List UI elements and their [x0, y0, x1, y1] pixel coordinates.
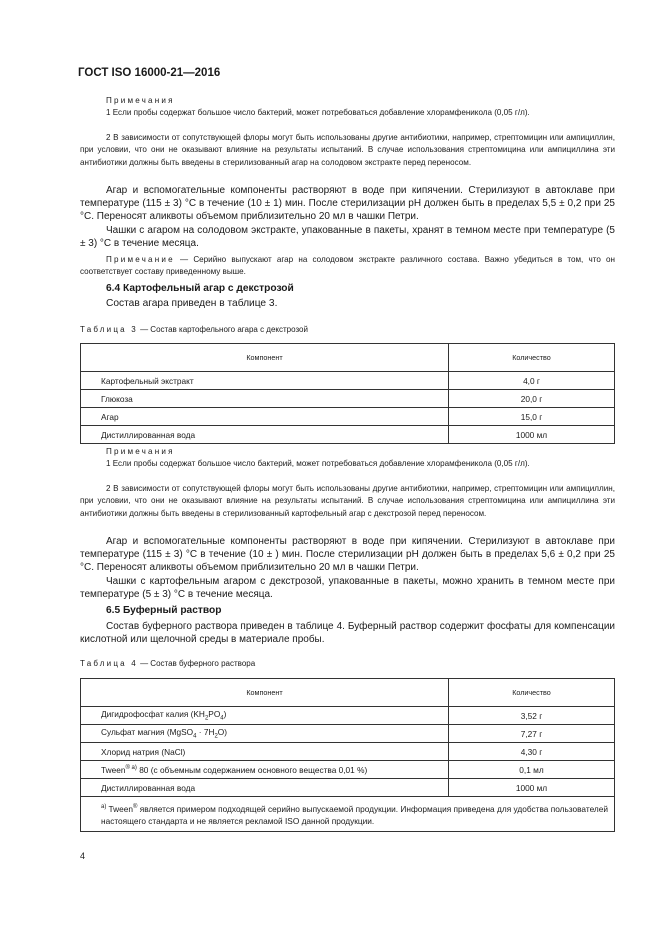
- table-row: [81, 408, 615, 426]
- note-item: 1 Если пробы содержат большое число бактерий, может потребоваться добавление хлорамфеникола (0,05 г/л).: [106, 108, 530, 117]
- table-row: [81, 707, 615, 725]
- cell-component: Картофельный экстракт: [81, 372, 449, 390]
- note: [80, 254, 615, 279]
- table-row: [81, 426, 615, 444]
- cell-quantity: 20,0 г: [449, 390, 615, 408]
- paragraph: Состав агара приведен в таблице 3.: [106, 298, 278, 309]
- table-row: [81, 761, 615, 779]
- document-header: ГОСТ ISO 16000-21—2016: [78, 67, 221, 79]
- cell-component: Сульфат магния (MgSO$_4$ · $7H_2O$): [81, 725, 449, 743]
- note-item: 2 В зависимости от сопутствующей флоры могут быть использованы другие антибиотики, например, стрептомицин или ампициллин, при условии, что они не оказывают влияние на результаты испытаний. В случае использования стрептомицина или ампициллина эти антибиотики должны быть введены в стерилизованный картофельный агар с декстрозой перед переносом.: [80, 484, 615, 518]
- table-4: [80, 678, 615, 832]
- cell-quantity: 7,27 г: [449, 725, 615, 743]
- paragraph: Агар и вспомогательные компоненты растворяют в воде при кипячении. Стерилизуют в автоклаве при температуре (115 ± 3) °С в течение (10 ± ) мин. После стерилизации pH должен быть в пределах 5,6 ± 0,2 при 25 °С. Переносят аликвоты объемом приблизительно 20 мл в чашки Петри.: [80, 536, 615, 574]
- cell-quantity: 3,52 г: [449, 707, 615, 725]
- cell-component: Хлорид натрия (NaCl): [81, 743, 449, 761]
- note-label: Примечание: [106, 255, 175, 264]
- paragraph: Чашки с картофельным агаром с декстрозой, упакованные в пакеты, можно хранить в темном месте при температуре (5 ± 3) °С в течение месяца.: [80, 576, 615, 601]
- column-header: Количество: [449, 344, 615, 372]
- paragraph: Чашки с агаром на солодовом экстракте, упакованные в пакеты, хранят в темном месте при температуре (5 ± 3) °С в течение месяца.: [80, 225, 615, 250]
- cell-component: Агар: [81, 408, 449, 426]
- table-row: [81, 372, 615, 390]
- note-heading: Примечания: [106, 447, 175, 456]
- cell-component: Дистиллированная вода: [81, 426, 449, 444]
- note-item: 2 В зависимости от сопутствующей флоры могут быть использованы другие антибиотики, например, стрептомицин или ампициллин, при условии, что они не оказывают влияние на результаты испытаний. В случае использования стрептомицина или ампициллина эти антибиотики должны быть введены в стерилизованный агар на солодовом экстракте перед переносом.: [80, 133, 615, 167]
- table-caption-text: — Состав картофельного агара с декстрозой: [137, 325, 308, 334]
- table-header-row: [81, 679, 615, 707]
- cell-component: Глюкоза: [81, 390, 449, 408]
- note-item: 1 Если пробы содержат большое число бактерий, может потребоваться добавление хлорамфеникола (0,05 г/л).: [106, 459, 530, 468]
- table-row: [81, 743, 615, 761]
- table-footnote-row: [81, 797, 615, 832]
- cell-quantity: 4,0 г: [449, 372, 615, 390]
- table-caption: [80, 659, 255, 668]
- note-heading: Примечания: [106, 96, 175, 105]
- cell-quantity: 15,0 г: [449, 408, 615, 426]
- cell-quantity: 1000 мл: [449, 426, 615, 444]
- table-caption-label: Таблица 3: [80, 325, 138, 334]
- cell-component: Дистиллированная вода: [81, 779, 449, 797]
- cell-quantity: 1000 мл: [449, 779, 615, 797]
- table-footnote: $^{a)}$ Tween® является примером подходящей серийно выпускаемой продукции. Информация приведена для удобства пользователей настоящего стандарта и не является рекламой ISO данной продукции.: [81, 797, 615, 832]
- column-header: Количество: [449, 679, 615, 707]
- table-row: [81, 779, 615, 797]
- cell-quantity: 0,1 мл: [449, 761, 615, 779]
- section-heading: 6.4 Картофельный агар с декстрозой: [106, 283, 294, 294]
- paragraph: Агар и вспомогательные компоненты растворяют в воде при кипячении. Стерилизуют в автоклаве при температуре (115 ± 3) °С в течение (10 ± 1) мин. После стерилизации pH должен быть в пределах 5,5 ± 0,2 при 25 °С. Переносят аликвоты объемом приблизительно 20 мл в чашки Петри.: [80, 185, 615, 223]
- page-number: 4: [80, 851, 86, 861]
- column-header: Компонент: [81, 344, 449, 372]
- table-header-row: [81, 344, 615, 372]
- cell-quantity: 4,30 г: [449, 743, 615, 761]
- cell-component: Дигидрофосфат калия $(KH_2PO_4)$: [81, 707, 449, 725]
- table-caption: [80, 325, 308, 334]
- paragraph: Состав буферного раствора приведен в таблице 4. Буферный раствор содержит фосфаты для компенсации кислотной или щелочной среды в материале пробы.: [80, 621, 615, 646]
- table-3: [80, 343, 615, 444]
- cell-component: Tween$^{® a)}$ 80 (с объемным содержанием основного вещества 0,01 %): [81, 761, 449, 779]
- table-row: [81, 725, 615, 743]
- table-caption-label: Таблица 4: [80, 659, 138, 668]
- table-row: [81, 390, 615, 408]
- section-heading: 6.5 Буферный раствор: [106, 605, 222, 616]
- table-caption-text: — Состав буферного раствора: [137, 659, 256, 668]
- note-text: — Серийно выпускают агар на солодовом экстракте различного состава. Важно убедиться в том, что он соответствует составу приведенному выше.: [80, 255, 615, 277]
- column-header: Компонент: [81, 679, 449, 707]
